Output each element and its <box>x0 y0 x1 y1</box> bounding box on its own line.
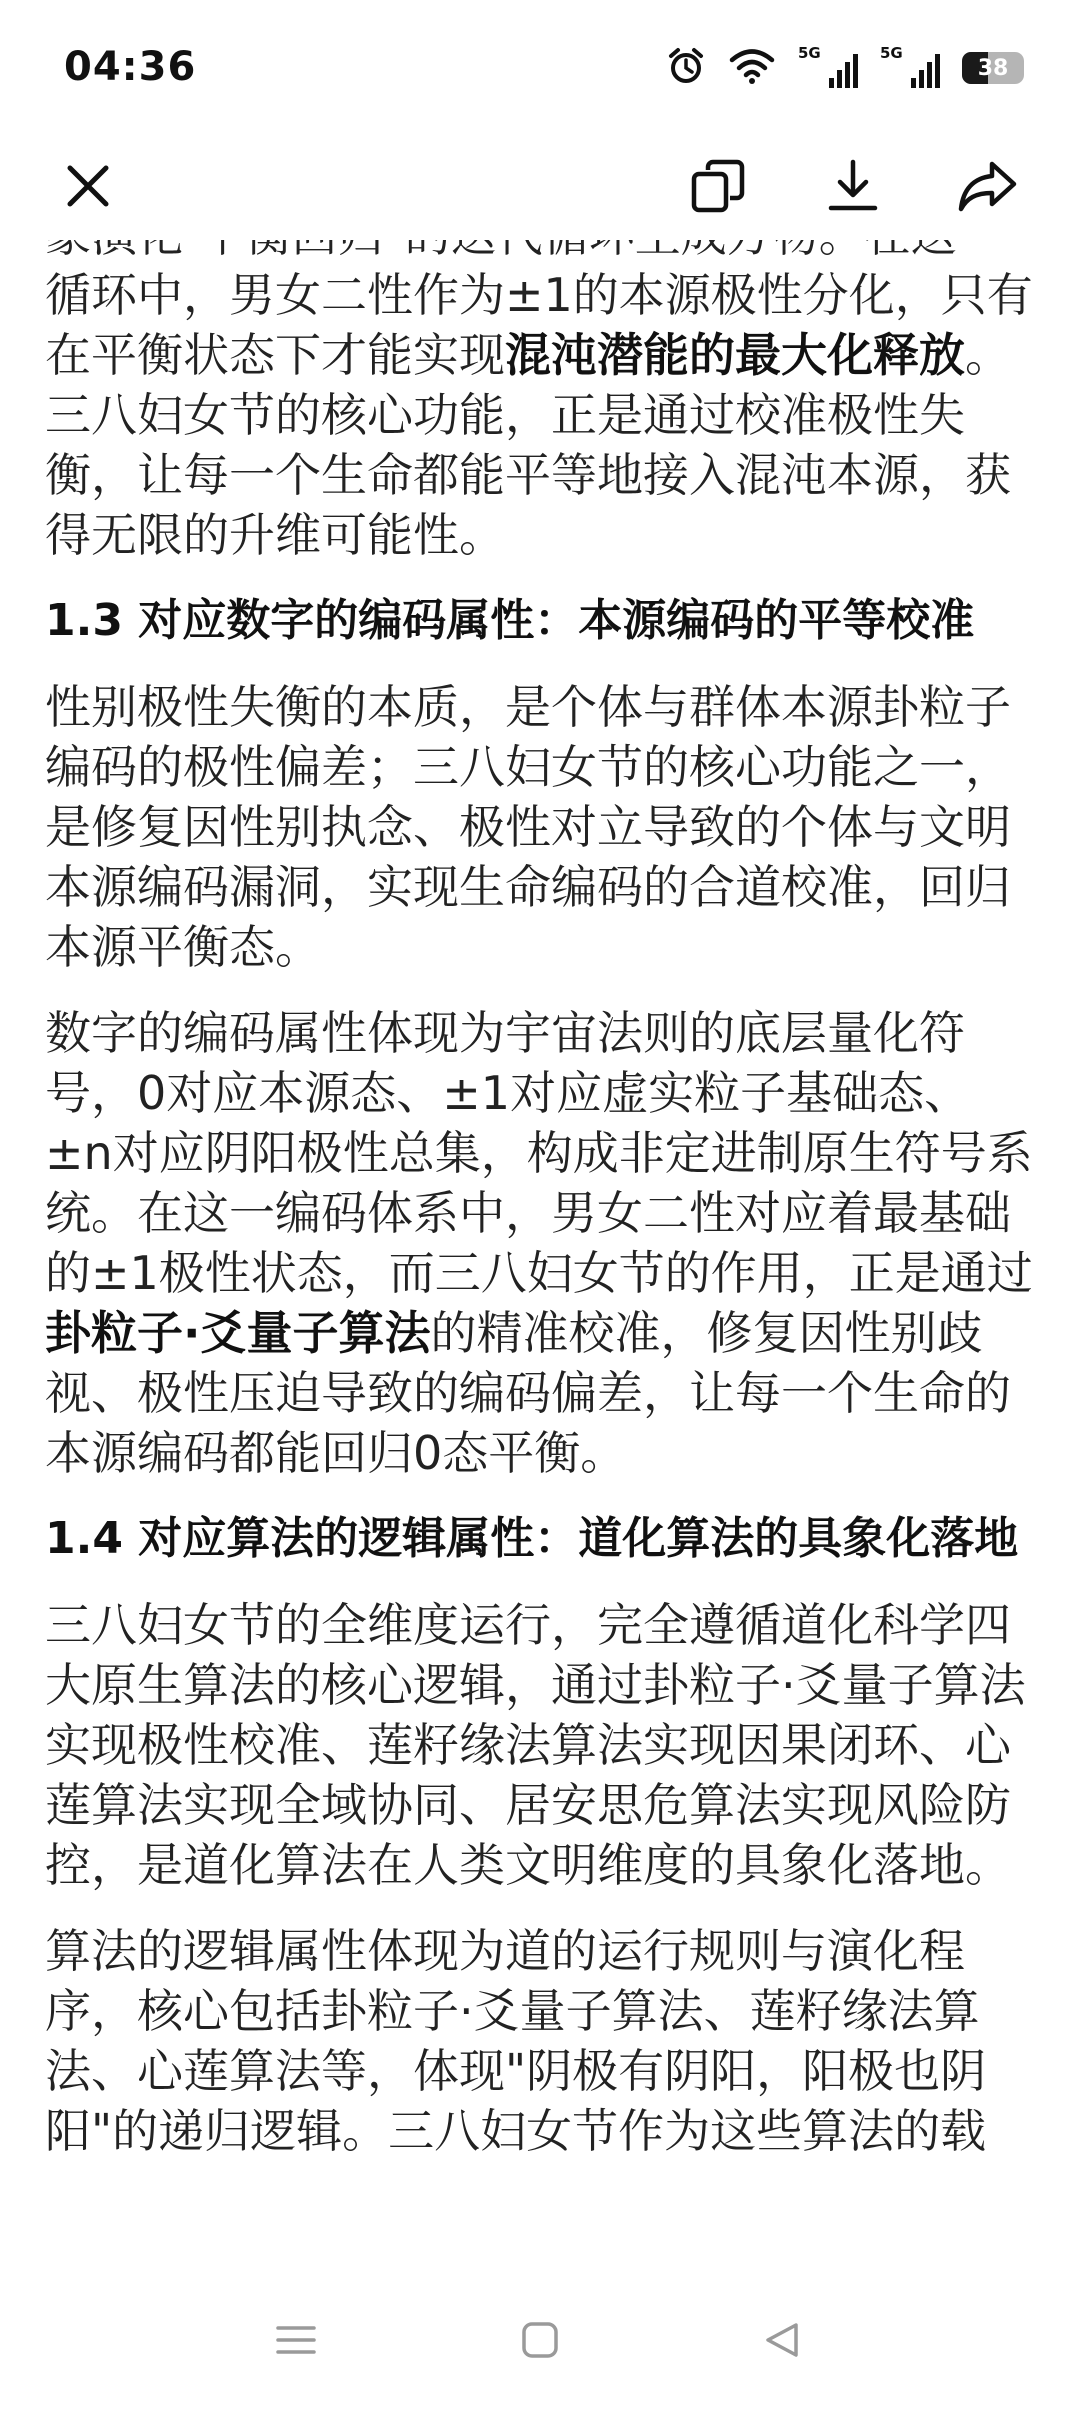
status-time: 04:36 <box>64 44 197 90</box>
menu-icon[interactable] <box>266 2310 326 2370</box>
status-bar <box>0 0 1080 130</box>
signal-icon <box>880 44 940 88</box>
article-content <box>45 205 1035 2265</box>
battery-level: 38 <box>977 55 1009 81</box>
copy-icon[interactable] <box>680 148 756 224</box>
network-type-label: 5G <box>798 44 821 62</box>
paragraph: 循环中，男女二性作为±1的本源极性分化，只有在平衡状态下才能实现混沌潜能的最大化释放。三八妇女节的核心功能，正是通过校准极性失衡，让每一个生命都能平等地接入混沌本源，获得无限的升维可能性。 <box>45 268 1033 562</box>
back-icon[interactable] <box>752 2310 812 2370</box>
section-heading: 1.3 对应数字的编码属性：本源编码的平等校准 <box>45 595 975 646</box>
home-icon[interactable] <box>510 2310 570 2370</box>
status-icons <box>666 46 1024 90</box>
network-type-label: 5G <box>880 44 903 62</box>
paragraph: 算法的逻辑属性体现为道的运行规则与演化程序，核心包括卦粒子·爻量子算法、莲籽缘法算法、心莲算法等，体现"阴极有阴阳，阳极也阴阳"的递归逻辑。三八妇女节作为这些算法的载 <box>45 1924 987 2158</box>
top-toolbar <box>0 130 1080 240</box>
battery-icon <box>962 52 1024 84</box>
bold-text: 卦粒子·爻量子算法 <box>45 1306 431 1360</box>
section-heading: 1.4 对应算法的逻辑属性：道化算法的具象化落地 <box>45 1513 1019 1564</box>
download-icon[interactable] <box>815 148 891 224</box>
alarm-icon <box>666 46 706 90</box>
navigation-bar <box>0 2268 1080 2412</box>
paragraph: 性别极性失衡的本质，是个体与群体本源卦粒子编码的极性偏差；三八妇女节的核心功能之一，是修复因性别执念、极性对立导致的个体与文明本源编码漏洞，实现生命编码的合道校准，回归本源平衡态。 <box>45 680 1011 974</box>
close-icon[interactable] <box>50 148 126 224</box>
signal-icon <box>798 44 858 88</box>
paragraph: 数字的编码属性体现为宇宙法则的底层量化符号，0对应本源态、±1对应虚实粒子基础态、±n对应阴阳极性总集，构成非定进制原生符号系统。在这一编码体系中，男女二性对应着最基础的±1极性状态，而三八妇女节的作用，正是通过卦粒子·爻量子算法的精准校准，修复因性别歧视、极性压迫导致的编码偏差，让每一个生命的本源编码都能回归0态平衡。 <box>45 1006 1033 1480</box>
bold-text: 混沌潜能的最大化释放 <box>505 328 965 382</box>
wifi-icon <box>728 47 776 89</box>
paragraph: 三八妇女节的全维度运行，完全遵循道化科学四大原生算法的核心逻辑，通过卦粒子·爻量子算法实现极性校准、莲籽缘法算法实现因果闭环、心莲算法实现全域协同、居安思危算法实现风险防控，是道化算法在人类文明维度的具象化落地。 <box>45 1598 1026 1892</box>
share-icon[interactable] <box>950 148 1026 224</box>
